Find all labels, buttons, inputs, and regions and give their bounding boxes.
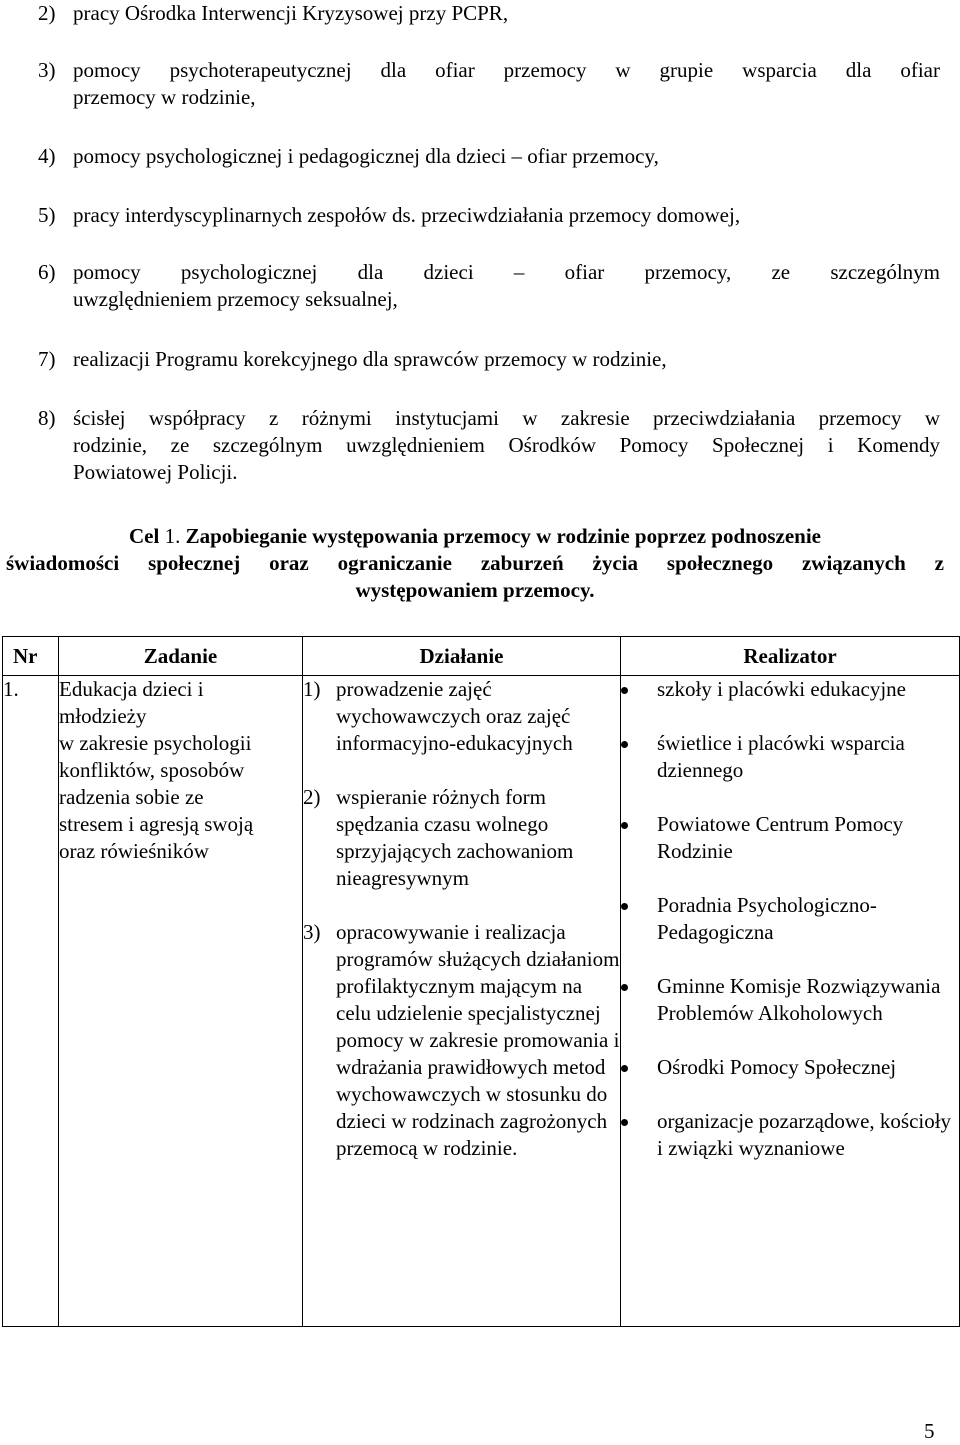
goal-line: świadomości społecznej oraz ograniczanie zaburzeń życia społecznego związanych z [6,551,944,575]
list-text: pracy interdyscyplinarnych zespołów ds. przeciwdziałania przemocy domowej, [73,203,741,227]
realizator-item [621,730,959,784]
bullet-icon [621,984,628,991]
zadanie-line: radzenia sobie ze [59,785,204,809]
list-number: 3) [38,58,56,82]
action-number: 3) [303,920,321,944]
list-text: realizacji Programu korekcyjnego dla sprawców przemocy w rodzinie, [73,347,667,371]
list-text: pomocy psychologicznej i pedagogicznej dla dzieci – ofiar przemocy, [73,144,659,168]
action-text: wspieranie różnych form spędzania czasu wolnego sprzyjających zachowaniom nieagresywnym [336,785,574,890]
zadanie-line: młodzieży [59,704,147,728]
zadanie-line: oraz rówieśników [59,839,209,863]
action-text: opracowywanie i realizacja programów służących działaniom profilaktycznym mającym na celu udzielenie specjalistycznej pomocy w zakresie promowania i wdrażania prawidłowych metod wychowawczych w stosunku do dzieci w rodzinach zagrożonych przemocą w rodzinie. [336,920,620,1160]
bullet-icon [621,822,628,829]
list-text-line: pomocy psychoterapeutycznej dla ofiar przemocy w grupie wsparcia dla ofiar [73,58,940,82]
realizator-item [621,676,959,703]
list-text-line: przemocy w rodzinie, [73,85,256,109]
cell-nr: 1. [3,676,59,1327]
goal-line: występowaniem przemocy. [355,578,595,602]
goal-line: Zapobieganie występowania przemocy w rodzinie poprzez podnoszenie [185,524,821,548]
realizator-text: świetlice i placówki wsparcia dziennego [657,731,905,782]
realizator-text: organizacje pozarządowe, kościoły i związki wyznaniowe [657,1109,952,1160]
action-number: 1) [303,677,321,701]
cell-dzialanie [303,676,621,1327]
list-text-line: ścisłej współpracy z różnymi instytucjami w zakresie przeciwdziałania przemocy w [73,406,940,430]
realizator-text: Powiatowe Centrum Pomocy Rodzinie [657,812,904,863]
list-item-7 [38,346,940,373]
list-text: pracy Ośrodka Interwencji Kryzysowej przy PCPR, [73,1,509,25]
realizator-item [621,973,959,1027]
zadanie-line: Edukacja dzieci i [59,677,204,701]
zadanie-line: w zakresie psychologii [59,731,252,755]
list-number: 6) [38,260,56,284]
page-number: 5 [924,1419,935,1443]
zadanie-line: konfliktów, sposobów [59,758,245,782]
table-header-row [3,637,960,676]
cell-zadanie [59,676,303,1327]
bullet-icon [621,1119,628,1126]
realizator-text: Ośrodki Pomocy Społecznej [657,1055,897,1079]
goal-number: 1. [164,524,181,548]
list-text-line: pomocy psychologicznej dla dzieci – ofiar przemocy, ze szczególnym [73,260,940,284]
realizator-text: Poradnia Psychologiczno-Pedagogiczna [657,893,877,944]
bullet-icon [621,741,628,748]
action-item [303,676,620,757]
realizator-item [621,1108,959,1162]
list-item-3 [38,57,940,111]
realizator-text: Gminne Komisje Rozwiązywania Problemów Alkoholowych [657,974,941,1025]
table-row [3,676,960,1327]
list-item-6 [38,259,940,313]
header-realizator: Realizator [621,637,960,676]
action-item [303,919,620,1162]
list-text-line: uwzględnieniem przemocy seksualnej, [73,287,398,311]
action-number: 2) [303,785,321,809]
list-item-5 [38,202,940,229]
list-item-2 [38,0,940,27]
action-text: prowadzenie zajęć wychowawczych oraz zajęć informacyjno-edukacyjnych [336,677,573,755]
realizator-item [621,1054,959,1081]
list-item-4 [38,143,940,170]
realizator-item [621,811,959,865]
action-item [303,784,620,892]
cell-realizator [621,676,960,1327]
list-text-line: Powiatowej Policji. [73,460,238,484]
bullet-icon [621,903,628,910]
list-number: 7) [38,347,56,371]
list-item-8 [38,405,940,486]
header-nr: Nr [3,637,59,676]
bullet-icon [621,1065,628,1072]
realizator-item [621,892,959,946]
task-table [2,636,960,1327]
list-number: 4) [38,144,56,168]
header-zadanie: Zadanie [59,637,303,676]
zadanie-line: stresem i agresją swoją [59,812,254,836]
bullet-icon [621,687,628,694]
list-number: 8) [38,406,56,430]
list-number: 2) [38,1,56,25]
realizator-text: szkoły i placówki edukacyjne [657,677,907,701]
goal-heading [6,523,944,604]
goal-label: Cel [128,524,160,548]
header-dzialanie: Działanie [303,637,621,676]
list-text-line: rodzinie, ze szczególnym uwzględnieniem Ośrodków Pomocy Społecznej i Komendy [73,433,940,457]
list-number: 5) [38,203,56,227]
